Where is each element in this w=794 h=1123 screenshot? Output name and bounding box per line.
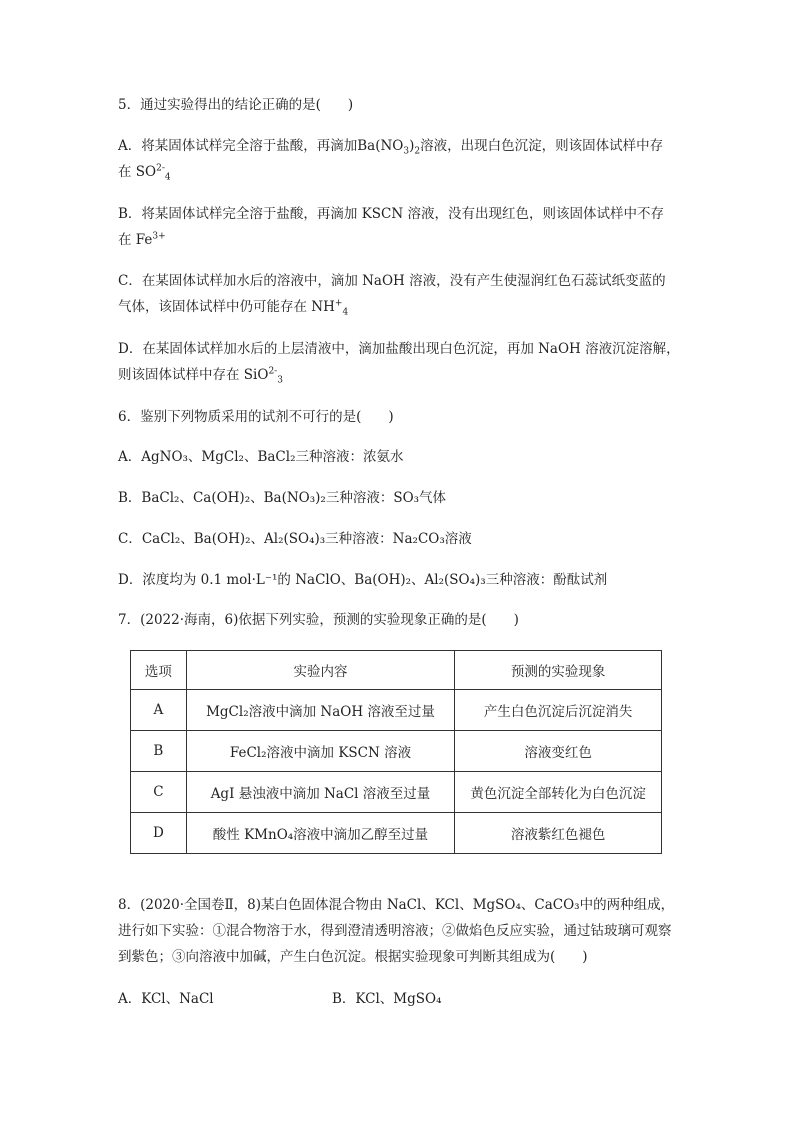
q6-option-c: C．CaCl₂、Ba(OH)₂、Al₂(SO₄)₃三种溶液：Na₂CO₃溶液 <box>118 531 472 547</box>
table-cell: 溶液变红色 <box>455 731 662 772</box>
q5-option-d-line2: 则该固体试样中存在 SiO$^{2-}_3$ <box>118 366 283 386</box>
table-cell: AgI 悬浊液中滴加 NaCl 溶液至过量 <box>186 772 455 813</box>
table-cell: B <box>131 731 187 772</box>
table-cell: 黄色沉淀全部转化为白色沉淀 <box>455 772 662 813</box>
table-cell: A <box>131 690 187 731</box>
q5-option-a-line1: A．将某固体试样完全溶于盐酸，再滴加$Ba(NO_3)_2$溶液，出现白色沉淀，则该固体试样中存 <box>118 138 664 157</box>
q5-option-c-line2: 气体，该固体试样中仍可能存在 $NH^+_4$ <box>118 298 349 318</box>
q8-stem: 8．(2020·全国卷Ⅱ，8)某白色固体混合物由 NaCl、KCl、MgSO₄、CaCO₃中的两种组成，进行如下实验：①混合物溶于水，得到澄清透明溶液；②做焰色反应实验，通过钴玻璃可观察到紫色；③向溶液中加碱，产生白色沉淀。根据实验现象可判断其组成为( ) <box>118 897 675 965</box>
table-header-row <box>131 651 662 690</box>
table-row <box>131 690 662 731</box>
q6-option-a: A．AgNO₃、MgCl₂、BaCl₂三种溶液：浓氨水 <box>118 449 404 465</box>
table-row <box>131 731 662 772</box>
table-cell: 酸性 KMnO₄溶液中滴加乙醇至过量 <box>186 813 455 854</box>
q5-option-b-line1: B．将某固体试样完全溶于盐酸，再滴加 KSCN 溶液，没有出现红色，则该固体试样中不存 <box>118 206 664 222</box>
q5-option-d-line1: D．在某固体试样加水后的上层清液中，滴加盐酸出现白色沉淀，再加 NaOH 溶液沉淀溶解， <box>118 341 680 357</box>
q6-option-b: B．BaCl₂、Ca(OH)₂、Ba(NO₃)₂三种溶液：SO₃气体 <box>118 490 447 506</box>
q8-option-b: B．KCl、MgSO₄ <box>332 991 442 1007</box>
table-cell: 产生白色沉淀后沉淀消失 <box>455 690 662 731</box>
q5-stem: 5．通过实验得出的结论正确的是( ) <box>118 97 354 113</box>
table-cell: FeCl₂溶液中滴加 KSCN 溶液 <box>186 731 455 772</box>
q8-option-a: A．KCl、NaCl <box>118 991 214 1007</box>
q7-table <box>130 650 662 854</box>
table-header: 实验内容 <box>186 651 455 690</box>
q6-stem: 6．鉴别下列物质采用的试剂不可行的是( ) <box>118 409 394 425</box>
q5-option-a-line2: 在 $SO^{2-}_4$ <box>118 163 171 183</box>
table-row <box>131 772 662 813</box>
q6-option-d: D．浓度均为 0.1 mol·L⁻¹的 NaClO、Ba(OH)₂、Al₂(SO₄)₃三种溶液：酚酞试剂 <box>118 572 608 588</box>
q5-option-c-line1: C．在某固体试样加水后的溶液中，滴加 NaOH 溶液，没有产生使湿润红色石蕊试纸变蓝的 <box>118 273 666 289</box>
table-cell: 溶液紫红色褪色 <box>455 813 662 854</box>
table-cell: D <box>131 813 187 854</box>
table-cell: MgCl₂溶液中滴加 NaOH 溶液至过量 <box>186 690 455 731</box>
table-cell: C <box>131 772 187 813</box>
table-header: 选项 <box>131 651 187 690</box>
q7-stem: 7．(2022·海南，6)依据下列实验，预测的实验现象正确的是( ) <box>118 612 519 628</box>
table-row <box>131 813 662 854</box>
table-header: 预测的实验现象 <box>455 651 662 690</box>
q5-option-b-line2: 在 $Fe^{3+}$ <box>118 231 166 248</box>
